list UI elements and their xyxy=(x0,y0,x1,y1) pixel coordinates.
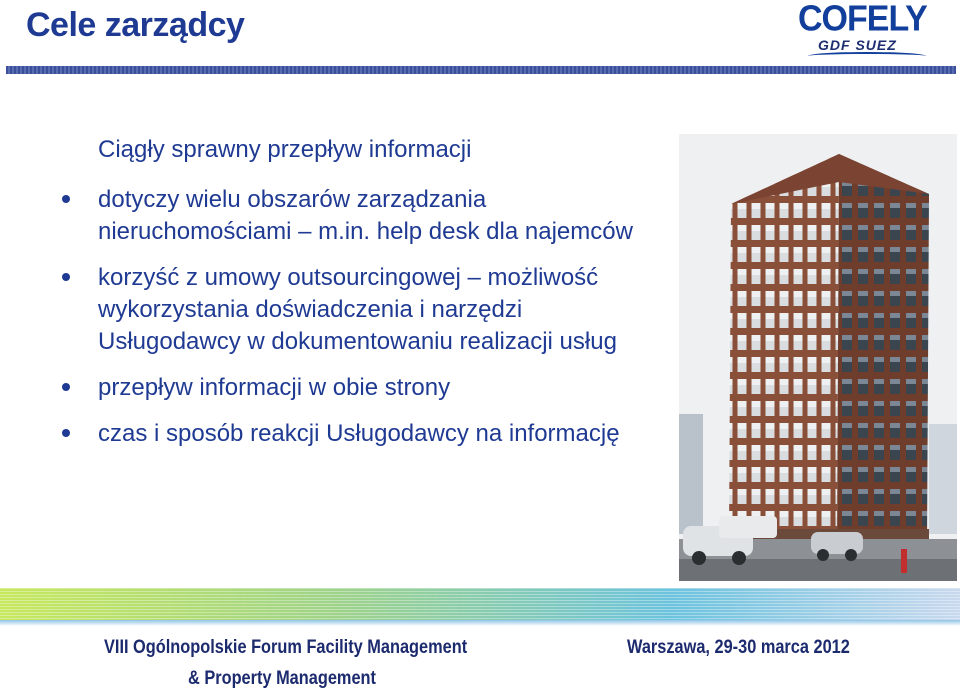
bullet-dot-icon xyxy=(62,429,70,437)
page-title: Cele zarządcy xyxy=(26,6,245,44)
list-item xyxy=(98,184,668,248)
footer-place-date: Warszawa, 29-30 marca 2012 xyxy=(627,637,850,658)
bullet-text: dotyczy wielu obszarów zarządzania nieruchomościami – m.in. help desk dla najemców xyxy=(98,186,633,245)
logo-sub-text: GDF SUEZ xyxy=(818,37,897,53)
footer-event-name-line2: & Property Management xyxy=(188,668,376,689)
list-item xyxy=(98,372,668,404)
intro-text: Ciągły sprawny przepływ informacji xyxy=(98,136,472,163)
office-building-photo xyxy=(679,134,957,581)
list-item xyxy=(98,262,668,358)
footer-event-name: VIII Ogólnopolskie Forum Facility Management xyxy=(104,637,468,658)
bullet-text: czas i sposób reakcji Usługodawcy na informację xyxy=(98,420,620,447)
bullet-dot-icon xyxy=(62,383,70,391)
footer-band-edge xyxy=(0,620,960,626)
header-divider xyxy=(6,66,956,74)
office-building-icon xyxy=(679,134,957,581)
bullet-text: korzyść z umowy outsourcingowej – możliwość wykorzystania doświadczenia i narzędzi Usługodawcy w dokumentowaniu realizacji usług xyxy=(98,264,617,355)
bullet-dot-icon xyxy=(62,273,70,281)
company-logo xyxy=(790,2,940,60)
bullet-list xyxy=(98,184,668,464)
bullet-text: przepływ informacji w obie strony xyxy=(98,374,451,401)
list-item xyxy=(98,418,668,450)
logo-swoosh xyxy=(808,52,926,60)
bullet-dot-icon xyxy=(62,195,70,203)
logo-main-text: COFELY xyxy=(798,0,927,39)
